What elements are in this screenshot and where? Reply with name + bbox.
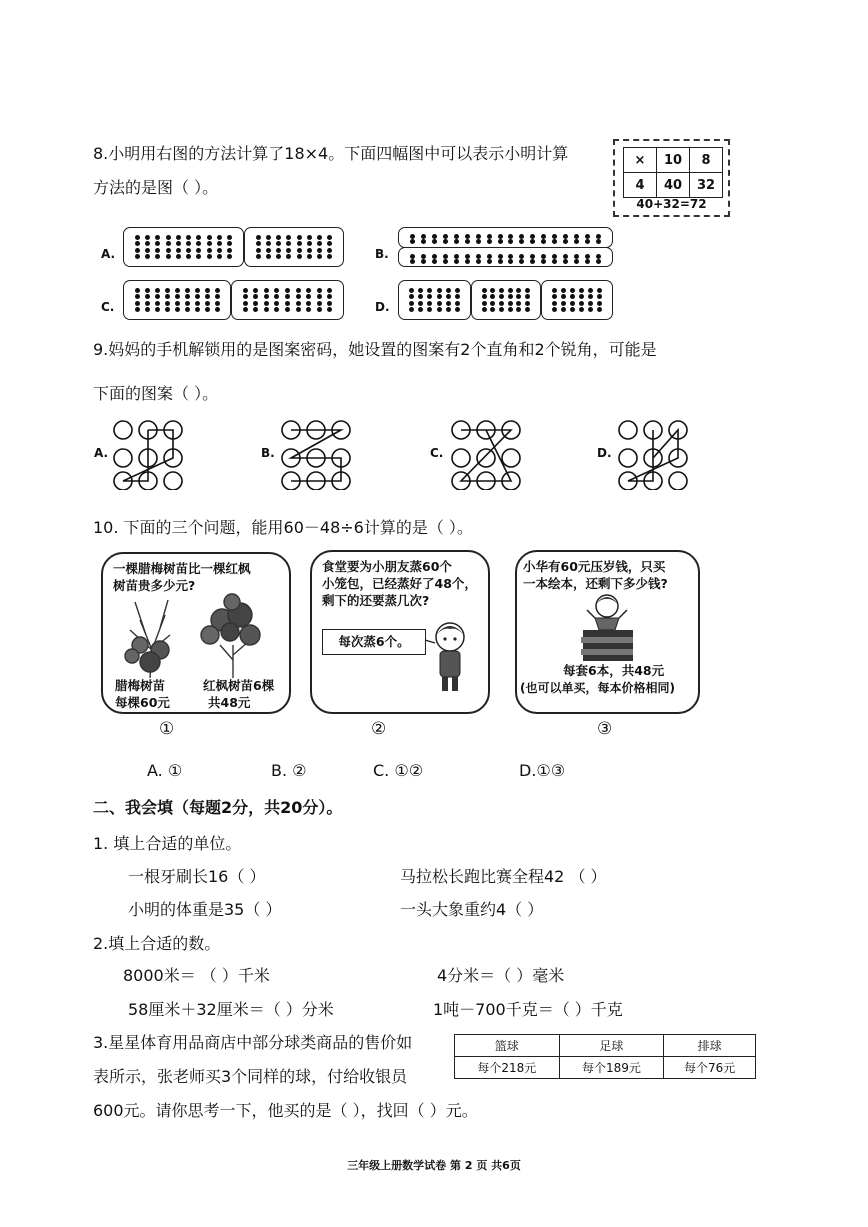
p3-t2: 一本绘本，还剩下多少钱? (523, 576, 668, 591)
p3-b1: 每套6本，共48元 (563, 663, 665, 678)
q8-line2: 方法的是图（ ）。 (93, 178, 219, 197)
dot-box-c2 (231, 280, 344, 320)
pattern-c (452, 421, 520, 490)
p1-number: ① (159, 719, 175, 739)
multiplication-table (623, 147, 723, 198)
q8-option-b-label: B. (375, 247, 389, 261)
maple-tree-icon (201, 594, 260, 678)
table-r: 4 (624, 173, 657, 198)
q10-choice-a: A. ① (147, 761, 183, 780)
q10-line: 10. 下面的三个问题，能用60－48÷6计算的是（ ）。 (93, 518, 473, 537)
plum-tree-icon (125, 600, 170, 678)
table-equation: 40+32=72 (636, 197, 707, 211)
p1-left1: 腊梅树苗 (115, 678, 166, 693)
q9-pattern-diagrams (0, 410, 868, 490)
ball-price-table (454, 1034, 756, 1079)
price-volleyball: 每个76元 (664, 1057, 756, 1079)
page-footer: 三年级上册数学试卷 第 2 页 共6页 (347, 1159, 521, 1172)
q9-option-c-label: C. (430, 446, 444, 460)
dot-box-b2 (398, 247, 613, 267)
dot-box-d3 (541, 280, 613, 320)
p1-left2: 每棵60元 (115, 695, 170, 710)
price-football: 每个189元 (559, 1057, 664, 1079)
q9-line2: 下面的图案（ ）。 (93, 384, 219, 403)
p1-right1: 红枫树苗6棵 (203, 678, 275, 693)
section-2-title: 二、我会填（每题2分，共20分）。 (93, 798, 343, 817)
q9-line1: 9.妈妈的手机解锁用的是图案密码，她设置的图案有2个直角和2个锐角，可能是 (93, 340, 657, 359)
table-v1: 40 (657, 173, 690, 198)
boy-icon (425, 615, 475, 695)
q10-choice-c: C. ①② (373, 761, 424, 780)
p2-number: ② (371, 719, 387, 739)
price-basketball: 每个218元 (455, 1057, 560, 1079)
q9-option-b-label: B. (261, 446, 275, 460)
p1-right2: 共48元 (208, 695, 251, 710)
table-op: × (624, 148, 657, 173)
dot-box-d1 (398, 280, 471, 320)
q9-option-a-label: A. (94, 446, 109, 460)
girl-with-books-icon (565, 590, 655, 662)
p2-t2: 小笼包，已经蒸好了48个， (322, 576, 477, 591)
q10-choice-d: D.①③ (519, 761, 566, 780)
p2-speech-box: 每次蒸6个。 (322, 629, 426, 655)
q8-option-a-label: A. (101, 247, 116, 261)
pattern-b (282, 421, 350, 490)
q8-line1: 8.小明用右图的方法计算了18×4。下面四幅图中可以表示小明计算 (93, 144, 569, 163)
f2-d: 1吨－700千克＝（ ）千克 (433, 1000, 623, 1019)
f1-a: 一根牙刷长16（ ） (128, 867, 266, 886)
dot-box-a2 (244, 227, 344, 267)
tree-illustrations (110, 590, 285, 680)
pattern-a (114, 421, 182, 490)
f1-c: 小明的体重是35（ ） (128, 900, 282, 919)
dot-box-c1 (123, 280, 231, 320)
f1-b: 马拉松长跑比赛全程42 （ ） (400, 867, 607, 886)
f2-title: 2.填上合适的数。 (93, 934, 221, 953)
q8-option-d-label: D. (375, 300, 390, 314)
header-football: 足球 (559, 1035, 664, 1057)
dot-box-b1 (398, 227, 613, 248)
p2-t3: 剩下的还要蒸几次? (322, 593, 430, 608)
f2-a: 8000米＝ （ ）千米 (123, 966, 270, 985)
p2-t1: 食堂要为小朋友蒸60个 (322, 559, 452, 574)
f3-line2: 表所示，张老师买3个同样的球，付给收银员 (93, 1067, 408, 1086)
p1-top2: 树苗贵多少元? (113, 578, 196, 593)
header-basketball: 篮球 (455, 1035, 560, 1057)
table-v2: 32 (690, 173, 723, 198)
f3-line3: 600元。请你思考一下，他买的是（ ），找回（ ）元。 (93, 1101, 478, 1120)
f2-c: 58厘米＋32厘米＝（ ）分米 (128, 1000, 334, 1019)
f3-line1: 3.星星体育用品商店中部分球类商品的售价如 (93, 1033, 413, 1052)
p3-t1: 小华有60元压岁钱，只买 (523, 559, 666, 574)
p3-b2: (也可以单买，每本价格相同) (520, 681, 675, 695)
q10-choice-b: B. ② (271, 761, 307, 780)
dot-box-a1 (123, 227, 244, 267)
pattern-d (619, 421, 687, 490)
f1-title: 1. 填上合适的单位。 (93, 834, 242, 853)
dot-box-d2 (471, 280, 541, 320)
q8-option-c-label: C. (101, 300, 115, 314)
header-volleyball: 排球 (664, 1035, 756, 1057)
f1-d: 一头大象重约4（ ） (400, 900, 544, 919)
p1-top1: 一棵腊梅树苗比一棵红枫 (113, 561, 251, 576)
multiplication-table-box (613, 139, 730, 217)
table-h1: 10 (657, 148, 690, 173)
q9-option-d-label: D. (597, 446, 612, 460)
table-h2: 8 (690, 148, 723, 173)
p3-number: ③ (597, 719, 613, 739)
f2-b: 4分米＝（ ）毫米 (437, 966, 565, 985)
